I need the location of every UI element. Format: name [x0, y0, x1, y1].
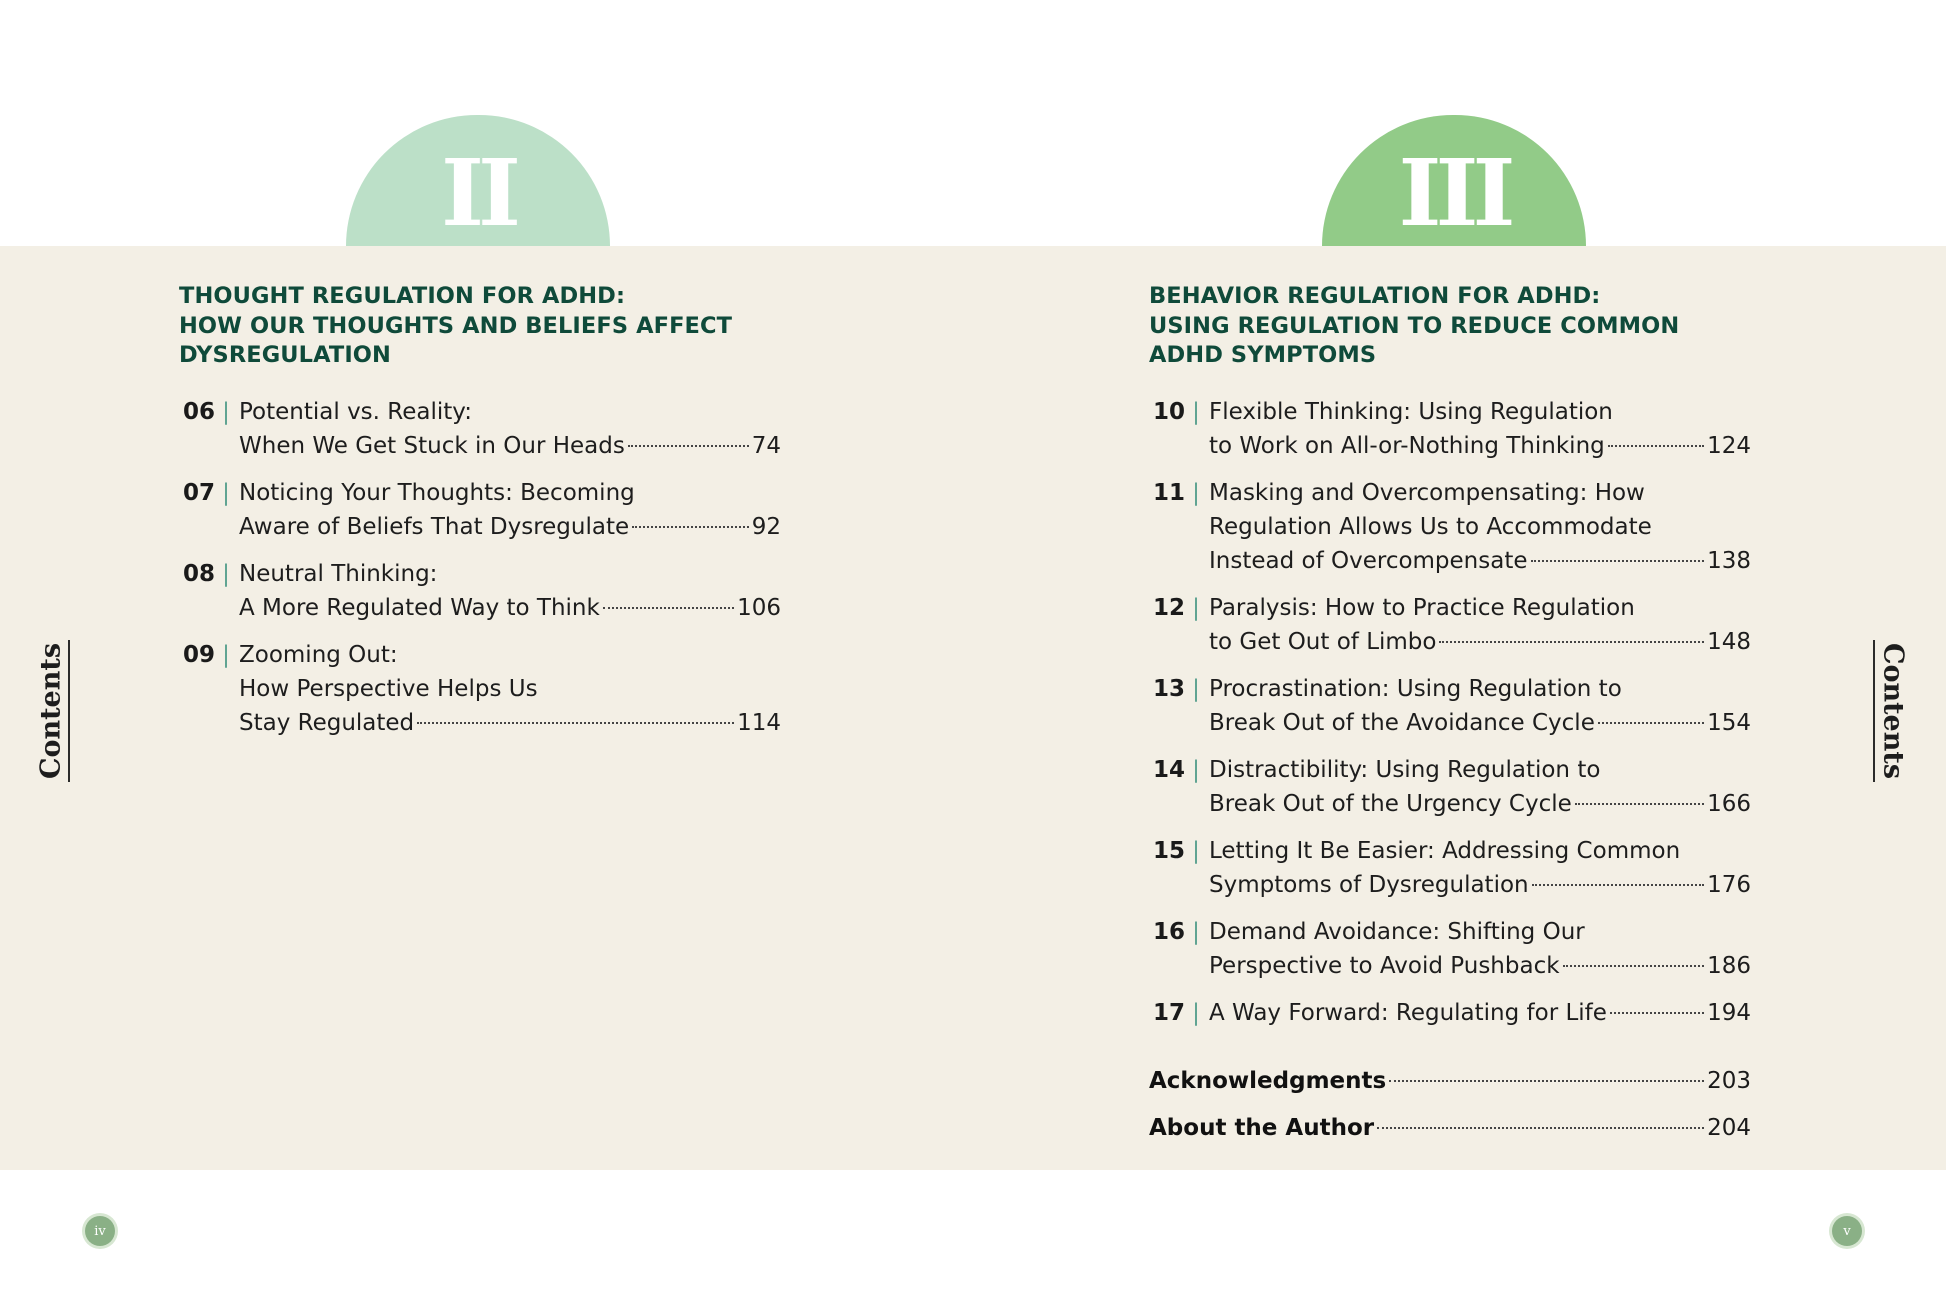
page-number: 138: [1707, 547, 1751, 574]
chapter-title-last-line: [1209, 949, 1751, 983]
chapter-list-right: [1149, 395, 1751, 1030]
chapter-number: 13: [1152, 675, 1185, 702]
separator-bar: |: [1192, 398, 1200, 425]
toc-column-left: [179, 282, 781, 753]
dot-leader: [1532, 884, 1704, 886]
separator-bar: |: [222, 398, 230, 425]
separator-bar: |: [1192, 479, 1200, 506]
chapter-title: [239, 638, 781, 740]
dot-leader: [1389, 1080, 1704, 1082]
chapter-title-last-line: [1209, 429, 1751, 463]
chapter-title: [1209, 915, 1751, 983]
separator-bar: |: [1192, 756, 1200, 783]
toc-entry[interactable]: [1149, 996, 1751, 1030]
chapter-title-last-line: [239, 510, 781, 544]
chapter-title-line: Masking and Overcompensating: How: [1209, 479, 1645, 506]
chapter-number: 07: [182, 479, 215, 506]
dot-leader: [1563, 965, 1705, 967]
part-ii-title: THOUGHT REGULATION FOR ADHD: HOW OUR THOUGHTS AND BELIEFS AFFECT DYSREGULATION: [179, 283, 733, 368]
chapter-title-line: Instead of Overcompensate: [1209, 547, 1528, 574]
chapter-title-line: When We Get Stuck in Our Heads: [239, 432, 625, 459]
separator-bar: |: [1192, 999, 1200, 1026]
side-label-right: Contents: [1873, 640, 1911, 782]
chapter-title-last-line: [1209, 996, 1751, 1030]
page-number: 194: [1707, 999, 1751, 1026]
chapter-title: [239, 395, 781, 463]
chapter-title-line: Break Out of the Urgency Cycle: [1209, 790, 1572, 817]
toc-entry[interactable]: [179, 557, 781, 625]
chapter-title-line: How Perspective Helps Us: [239, 675, 538, 702]
dot-leader: [603, 607, 734, 609]
chapter-title-line: Distractibility: Using Regulation to: [1209, 756, 1601, 783]
separator-bar: |: [1192, 837, 1200, 864]
part-iii-tab: [1322, 115, 1586, 246]
chapter-title-line: Demand Avoidance: Shifting Our: [1209, 918, 1585, 945]
separator-bar: |: [222, 560, 230, 587]
toc-entry[interactable]: [1149, 834, 1751, 902]
about-author-entry[interactable]: About the Author 204: [1149, 1114, 1751, 1141]
part-iii-title: BEHAVIOR REGULATION FOR ADHD: USING REGULATION TO REDUCE COMMON ADHD SYMPTOMS: [1149, 283, 1680, 368]
separator-bar: |: [222, 479, 230, 506]
chapter-title-line: Noticing Your Thoughts: Becoming: [239, 479, 635, 506]
dot-leader: [628, 445, 749, 447]
chapter-title-line: Break Out of the Avoidance Cycle: [1209, 709, 1595, 736]
toc-entry[interactable]: [1149, 395, 1751, 463]
chapter-title-line: Perspective to Avoid Pushback: [1209, 952, 1560, 979]
part-iii-numeral: III: [1398, 139, 1510, 246]
part-ii-tab: [346, 115, 610, 246]
chapter-title: [1209, 672, 1751, 740]
page-number: 124: [1707, 432, 1751, 459]
separator-bar: |: [1192, 675, 1200, 702]
chapter-title-line: Neutral Thinking:: [239, 560, 438, 587]
chapter-title-last-line: [1209, 787, 1751, 821]
page-number: 92: [751, 513, 781, 540]
dot-leader: [1608, 445, 1704, 447]
page-number: 148: [1707, 628, 1751, 655]
chapter-title-line: Paralysis: How to Practice Regulation: [1209, 594, 1635, 621]
page-number: 114: [737, 709, 781, 736]
chapter-title: [1209, 996, 1751, 1030]
separator-bar: |: [1192, 594, 1200, 621]
page-number: 106: [737, 594, 781, 621]
dot-leader: [1531, 560, 1705, 562]
dot-leader: [417, 722, 734, 724]
back-matter: [1149, 1064, 1751, 1145]
chapter-title: [239, 557, 781, 625]
dot-leader: [1575, 803, 1704, 805]
chapter-title-last-line: [1209, 544, 1751, 578]
chapter-title-last-line: [1209, 868, 1751, 902]
chapter-title-line: Stay Regulated: [239, 709, 415, 736]
chapter-number: 09: [182, 641, 215, 668]
chapter-title-line: Flexible Thinking: Using Regulation: [1209, 398, 1613, 425]
chapter-title-line: Aware of Beliefs That Dysregulate: [239, 513, 630, 540]
dot-leader: [1439, 641, 1704, 643]
page-number-right: v: [1832, 1216, 1862, 1246]
chapter-title-last-line: [239, 591, 781, 625]
toc-entry[interactable]: [1149, 591, 1751, 659]
page-number: 154: [1707, 709, 1751, 736]
dot-leader: [632, 526, 749, 528]
chapter-title-last-line: [239, 706, 781, 740]
page-number-left: iv: [85, 1216, 115, 1246]
chapter-number: 17: [1152, 999, 1185, 1026]
chapter-number: 15: [1152, 837, 1185, 864]
chapter-number: 11: [1152, 479, 1185, 506]
chapter-title-line: A More Regulated Way to Think: [239, 594, 600, 621]
dot-leader: [1377, 1127, 1704, 1129]
toc-entry[interactable]: [179, 638, 781, 740]
toc-entry[interactable]: [1149, 476, 1751, 578]
chapter-number: 08: [182, 560, 215, 587]
chapter-title-line: Letting It Be Easier: Addressing Common: [1209, 837, 1681, 864]
chapter-title: [239, 476, 781, 544]
chapter-title-last-line: [1209, 706, 1751, 740]
chapter-title-last-line: [239, 429, 781, 463]
dot-leader: [1598, 722, 1704, 724]
chapter-number: 12: [1152, 594, 1185, 621]
toc-entry[interactable]: [179, 476, 781, 544]
chapter-number: 14: [1152, 756, 1185, 783]
chapter-title: [1209, 834, 1751, 902]
chapter-title-line: Regulation Allows Us to Accommodate: [1209, 513, 1652, 540]
chapter-title-line: A Way Forward: Regulating for Life: [1209, 999, 1607, 1026]
dot-leader: [1610, 1012, 1704, 1014]
separator-bar: |: [1192, 918, 1200, 945]
toc-column-right: [1149, 282, 1751, 1158]
part-ii-numeral: II: [440, 139, 516, 246]
page-number: 186: [1707, 952, 1751, 979]
chapter-title: [1209, 591, 1751, 659]
page-number: 176: [1707, 871, 1751, 898]
chapter-title-line: Zooming Out:: [239, 641, 398, 668]
chapter-list-left: [179, 395, 781, 740]
chapter-title-line: to Work on All-or-Nothing Thinking: [1209, 432, 1605, 459]
chapter-title: [1209, 395, 1751, 463]
page-number: 74: [751, 432, 781, 459]
chapter-title: [1209, 476, 1751, 578]
chapter-number: 16: [1152, 918, 1185, 945]
chapter-number: 10: [1152, 398, 1185, 425]
side-label-left: Contents: [34, 640, 70, 782]
chapter-title-last-line: [1209, 625, 1751, 659]
acknowledgments-entry[interactable]: Acknowledgments 203: [1149, 1067, 1751, 1094]
separator-bar: |: [222, 641, 230, 668]
chapter-title-line: to Get Out of Limbo: [1209, 628, 1437, 655]
page-number: 166: [1707, 790, 1751, 817]
toc-entry[interactable]: [1149, 915, 1751, 983]
chapter-title-line: Symptoms of Dysregulation: [1209, 871, 1529, 898]
toc-entry[interactable]: [1149, 672, 1751, 740]
toc-entry[interactable]: [179, 395, 781, 463]
toc-entry[interactable]: [1149, 753, 1751, 821]
chapter-title-line: Procrastination: Using Regulation to: [1209, 675, 1622, 702]
chapter-title: [1209, 753, 1751, 821]
chapter-title-line: Potential vs. Reality:: [239, 398, 472, 425]
chapter-number: 06: [182, 398, 215, 425]
